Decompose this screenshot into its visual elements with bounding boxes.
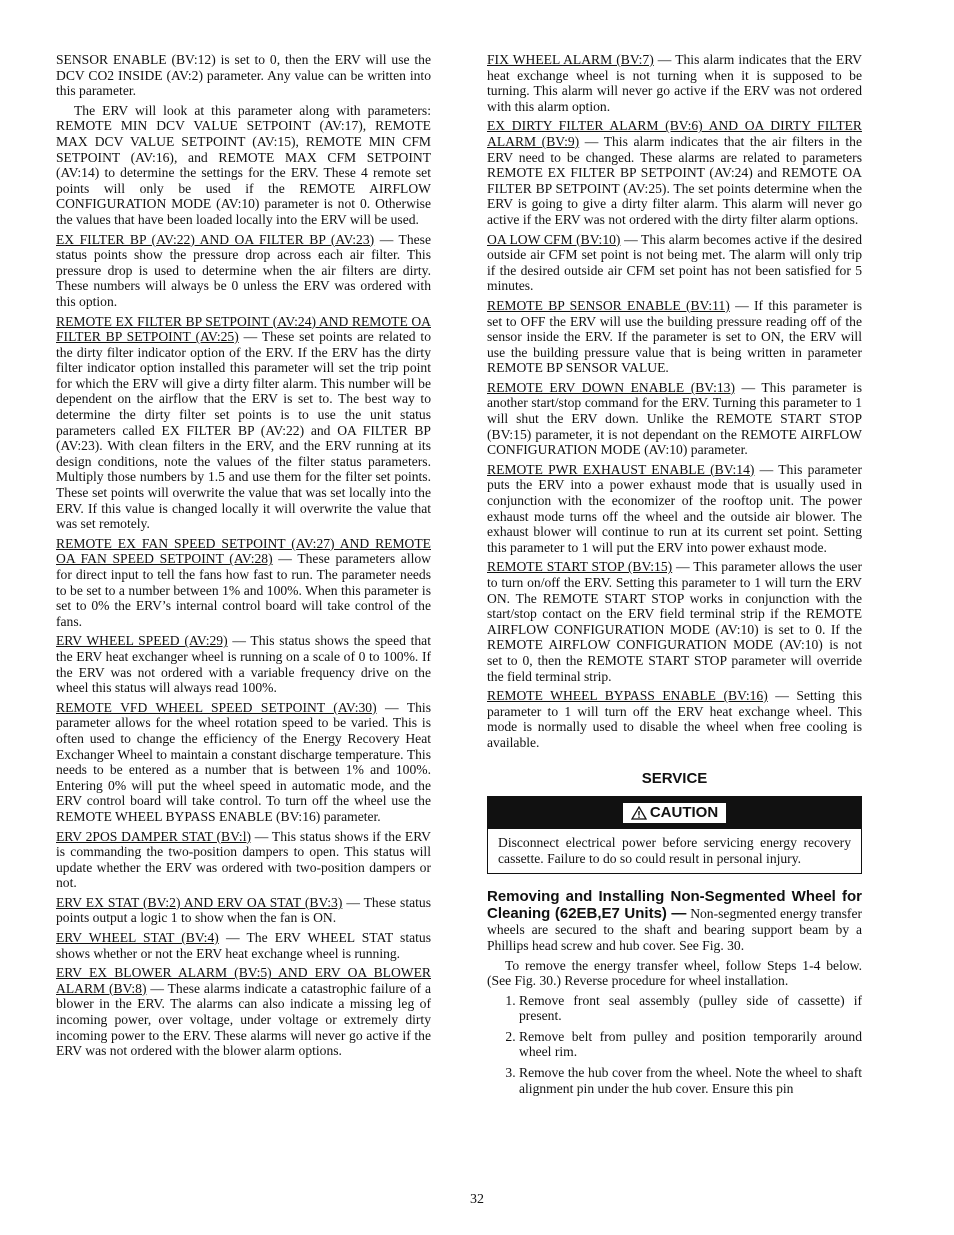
term: REMOTE START STOP (BV:15) xyxy=(487,559,673,575)
paragraph-text: — If this parameter is set to OFF the ERV will use the building pressure reading off of the sensor inside the ERV. If the parameter is set to ON, the ERV will use the building pressure value that is being written in parameter REMOTE BP SENSOR VALUE. xyxy=(487,297,862,376)
paragraph xyxy=(56,314,431,532)
warning-triangle-icon xyxy=(631,806,647,820)
paragraph-text: — These alarms indicate a catastrophic failure of a blower in the ERV. The alarms can also indicate a missing leg of incoming power, over voltage, under voltage or extremely dirty incoming power to the ERV. These alarms will never go active if the ERV was not ordered with the blower alarm options. xyxy=(56,980,432,1059)
paragraph xyxy=(487,688,862,750)
term: REMOTE VFD WHEEL SPEED SETPOINT (AV:30) xyxy=(56,699,377,715)
term: EX FILTER BP (AV:22) AND OA FILTER BP (AV:23) xyxy=(56,231,375,247)
paragraph xyxy=(56,895,431,926)
paragraph-text: — This parameter allows the user to turn on/off the ERV. Setting this parameter to 1 will turn the ERV ON. The REMOTE START STOP works in conjunction with the start/stop contact on the ERV field terminal strip if the REMOTE AIRFLOW CONFIGURATION MODE (AV:10) is set to 0. If the REMOTE AIRFLOW CONFIGURATION MODE (AV:10) is not set to 0, then the REMOTE START STOP parameter will override the field terminal strip. xyxy=(487,559,862,684)
list-item: 3. Remove the hub cover from the wheel. Note the wheel to shaft alignment pin under the hub cover. Ensure this pin xyxy=(519,1065,862,1096)
page-number: 32 xyxy=(470,1192,484,1207)
list-item: 1. Remove front seal assembly (pulley side of cassette) if present. xyxy=(519,993,862,1024)
paragraph-text: — These status points output a logic 1 to show when the fan is ON. xyxy=(56,894,431,926)
paragraph-text: — These status points show the pressure drop across each air filter. This pressure drop is used to determine when the air filters are dirty. These numbers will always be 0 unless the ERV was ordered with this option. xyxy=(56,231,431,309)
caution-label xyxy=(623,803,726,823)
paragraph xyxy=(487,380,862,458)
paragraph-text: — This status shows the speed that the ERV heat exchanger wheel is running on a scale of 0 to 100%. If the ERV was not ordered with a variable frequency drive on the wheel this status will always read 100%. xyxy=(56,633,431,696)
subsection-text: Non-segmented energy transfer wheels are secured to the shaft and bearing support beam by a Phillips head screw and hub cover. See Fig. 30. xyxy=(487,906,863,953)
paragraph xyxy=(56,633,431,695)
subsection-heading: Removing and Installing Non-Segmented Wheel for Cleaning (62EB,E7 Units) — xyxy=(487,888,862,923)
paragraph xyxy=(56,965,431,1059)
term: ERV EX BLOWER ALARM (BV:5) AND ERV OA BLOWER ALARM (BV:8) xyxy=(56,965,431,996)
term: REMOTE PWR EXHAUST ENABLE (BV:14) xyxy=(487,461,755,477)
paragraph-text: — This status shows if the ERV is commanding the two-position dampers to open. This status will update whether the ERV was ordered with two-position dampers or not. xyxy=(56,828,431,891)
paragraph xyxy=(487,298,862,376)
term: REMOTE WHEEL BYPASS ENABLE (BV:16) xyxy=(487,688,768,704)
term: REMOTE EX FAN SPEED SETPOINT (AV:27) AND REMOTE OA FAN SPEED SETPOINT (AV:28) xyxy=(56,535,431,567)
paragraph-text: The ERV will look at this parameter along with parameters: REMOTE MIN DCV VALUE SETPOINT (AV:17), REMOTE MAX DCV VALUE SETPOINT (AV:15), REMOTE MIN CFM SETPOINT (AV:16), and REMOTE MAX CFM SETPOINT (AV:14) to determine the settings for the ERV. These 4 remote set points will only be used if the REMOTE AIRFLOW CONFIGURATION MODE (AV:10) parameter is not 0. Otherwise the values that have been loaded locally into the ERV will be used. xyxy=(56,102,431,227)
paragraph-text: — These set points are related to the dirty filter indicator option of the ERV. If the ERV has the dirty filter indicator option installed this parameter will set the trip point for which the ERV will give a dirty filter alarm. This number will be dependent on the airflow that the ERV is set to. The best way to determine the dirty filter set points is to use the unit status parameters called EX FILTER BP (AV:22) and OA FILTER BP (AV:23). With clean filters in the ERV, and the ERV running at its design conditions, note the values of the filter status parameters. Multiply those numbers by 1.5 and use them for the filter set points. These set points will overwrite the value that was set locally into the ERV. If this value is changed locally it will overwrite the value that was set remotely. xyxy=(56,329,431,532)
paragraph-text: — This alarm indicates that the air filters in the ERV need to be changed. These alarms are related to parameters REMOTE EX FILTER BP SETPOINT (AV:24) and REMOTE OA FILTER BP SETPOINT (AV:25). The set points determine when the ERV is going to give a dirty filter alarm. This alarm will never go active if the ERV was not ordered with the dirty filter alarm options. xyxy=(487,133,862,227)
right-column xyxy=(487,52,862,1101)
subsection xyxy=(487,888,862,953)
paragraph xyxy=(487,232,862,294)
caution-text: Disconnect electrical power before servicing energy recovery cassette. Failure to do so could result in personal injury. xyxy=(498,835,851,866)
term: REMOTE ERV DOWN ENABLE (BV:13) xyxy=(487,379,735,395)
paragraph xyxy=(56,930,431,961)
steps-list xyxy=(487,993,862,1097)
paragraph-text: — This alarm becomes active if the desired outside air CFM set point is not being met. The alarm will only trip if the desired outside air CFM set point has not been satisfied for 5 minutes. xyxy=(487,231,862,294)
term: ERV 2POS DAMPER STAT (BV:l) xyxy=(56,828,252,844)
paragraph xyxy=(487,52,862,114)
paragraph-text: SENSOR ENABLE (BV:12) is set to 0, then the ERV will use the DCV CO2 INSIDE (AV:2) parameter. Any value can be written into this parameter. xyxy=(56,52,431,99)
term: EX DIRTY FILTER ALARM (BV:6) AND OA DIRTY FILTER ALARM (BV:9) xyxy=(487,118,862,149)
paragraph xyxy=(487,559,862,684)
term: ERV WHEEL STAT (BV:4) xyxy=(56,930,219,946)
paragraph xyxy=(487,462,862,556)
paragraph xyxy=(56,700,431,825)
term: ERV EX STAT (BV:2) AND ERV OA STAT (BV:3) xyxy=(56,894,343,910)
list-item: 2. Remove belt from pulley and position temporarily around wheel rim. xyxy=(519,1029,862,1060)
term: OA LOW CFM (BV:10) xyxy=(487,231,621,247)
paragraph-text: — Setting this parameter to 1 will turn off the ERV heat exchange wheel. This mode is normally used to disable the wheel when free cooling is available. xyxy=(487,688,863,750)
paragraph-text: — These parameters allow for direct input to tell the fans how fast to run. The parameter needs to be set to a number between 1% and 100%. When this parameter is set to 0% the ERV’s internal control board will take control of the fans. xyxy=(56,551,431,629)
paragraph xyxy=(56,52,431,99)
paragraph xyxy=(56,103,431,228)
term: REMOTE BP SENSOR ENABLE (BV:11) xyxy=(487,297,730,313)
left-column xyxy=(56,52,431,1063)
paragraph xyxy=(487,118,862,227)
term: REMOTE EX FILTER BP SETPOINT (AV:24) AND REMOTE OA FILTER BP SETPOINT (AV:25) xyxy=(56,313,431,345)
caution-bar xyxy=(488,797,861,829)
paragraph-text: — This parameter puts the ERV into a power exhaust mode that is usually used in conjunction with the economizer of the rooftop unit. The power exhaust mode turns off the wheel and the outside air blower. The exhaust blower will continue to run at its current set point. Setting this parameter to 1 will put the ERV into power exhaust mode. xyxy=(487,461,862,555)
paragraph xyxy=(56,829,431,891)
service-heading: SERVICE xyxy=(641,769,708,787)
term: ERV WHEEL SPEED (AV:29) xyxy=(56,633,228,649)
paragraph xyxy=(56,232,431,310)
caution-label-text: CAUTION xyxy=(649,804,719,822)
paragraph-text: — This parameter is another start/stop command for the ERV. Turning this parameter to 1 will shut the ERV down. Unlike the REMOTE START STOP (BV:15) parameter, it is not dependant on the REMOTE AIRFLOW CONFIGURATION MODE (AV:10) parameter. xyxy=(487,379,862,458)
term: FIX WHEEL ALARM (BV:7) xyxy=(487,52,654,67)
paragraph-text: — This alarm indicates that the ERV heat exchange wheel is not turning when it is supposed to be turning. This alarm will never go active if the ERV was not ordered with this alarm option. xyxy=(487,52,862,114)
paragraph-text: — This parameter allows for the wheel rotation speed to be varied. This is often used to change the efficiency of the Energy Recovery Heat Exchanger Wheel to maintain a constant discharge temperature. This needs to be entered as a number that is between 1% and 100%. Entering 0% will put the wheel speed in automatic mode, and the ERV control board will take control. To turn off the wheel use the REMOTE WHEEL BYPASS ENABLE (BV:16) parameter. xyxy=(56,699,431,824)
paragraph xyxy=(56,536,431,630)
intro-paragraph: To remove the energy transfer wheel, follow Steps 1-4 below. (See Fig. 30.) Reverse procedure for wheel installation. xyxy=(487,957,862,989)
paragraph-text: — The ERV WHEEL STAT status shows whether or not the ERV heat exchange wheel is running. xyxy=(56,930,432,961)
caution-box xyxy=(487,796,862,874)
